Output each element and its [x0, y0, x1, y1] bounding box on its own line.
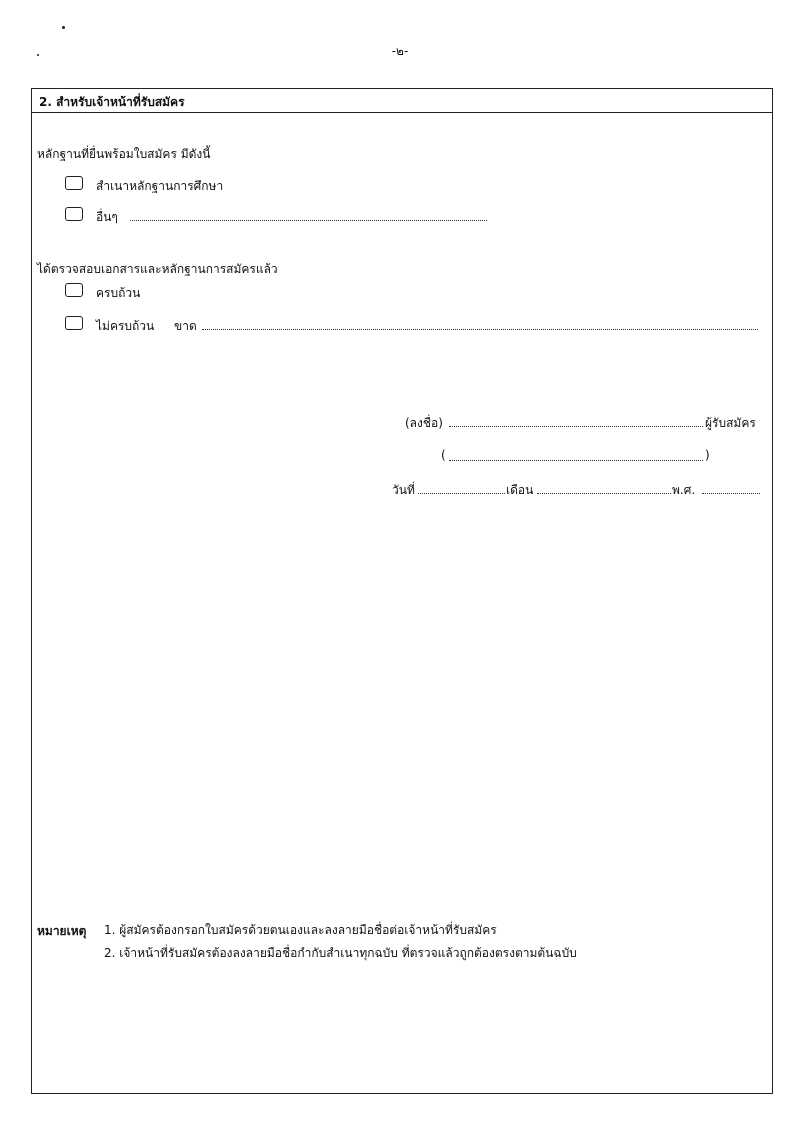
missing-label: ขาด — [174, 319, 197, 333]
evidence-item-other: อื่นๆ — [96, 210, 118, 224]
day-fill-line[interactable] — [418, 493, 505, 494]
note-item-2: 2. เจ้าหน้าที่รับสมัครต้องลงลายมือชื่อกำกับสำเนาทุกฉบับ ที่ตรวจแล้วถูกต้องตรงตามต้นฉบับ — [104, 946, 577, 960]
page-number: -๒- — [391, 44, 409, 58]
scan-speck — [62, 26, 65, 29]
checkbox-complete[interactable] — [65, 283, 83, 297]
month-label: เดือน — [506, 483, 534, 497]
day-label: วันที่ — [392, 483, 415, 497]
missing-items-fill-line[interactable] — [202, 329, 758, 330]
checkbox-other-evidence[interactable] — [65, 207, 83, 221]
checkbox-education-copy[interactable] — [65, 176, 83, 190]
verification-heading: ได้ตรวจสอบเอกสารและหลักฐานการสมัครแล้ว — [37, 262, 278, 276]
signature-fill-line[interactable] — [449, 426, 703, 427]
receiver-role-label: ผู้รับสมัคร — [705, 416, 756, 430]
year-label: พ.ศ. — [672, 483, 696, 497]
section-title: 2. สำหรับเจ้าหน้าที่รับสมัคร — [39, 95, 185, 109]
evidence-heading: หลักฐานที่ยื่นพร้อมใบสมัคร มีดังนี้ — [37, 147, 211, 161]
year-fill-line[interactable] — [702, 493, 760, 494]
name-close-paren: ) — [705, 448, 710, 462]
printed-name-fill-line[interactable] — [449, 460, 703, 461]
sign-label: (ลงชื่อ) — [405, 416, 443, 430]
verification-item-incomplete: ไม่ครบถ้วน — [96, 319, 155, 333]
month-fill-line[interactable] — [537, 493, 671, 494]
notes-label: หมายเหตุ — [37, 924, 87, 938]
checkbox-incomplete[interactable] — [65, 316, 83, 330]
verification-item-complete: ครบถ้วน — [96, 286, 141, 300]
other-evidence-fill-line[interactable] — [130, 220, 487, 221]
note-item-1: 1. ผู้สมัครต้องกรอกใบสมัครด้วยตนเองและลงลายมือชื่อต่อเจ้าหน้าที่รับสมัคร — [104, 923, 497, 937]
evidence-item-education-copy: สำเนาหลักฐานการศึกษา — [96, 179, 224, 193]
name-open-paren: ( — [441, 448, 446, 462]
